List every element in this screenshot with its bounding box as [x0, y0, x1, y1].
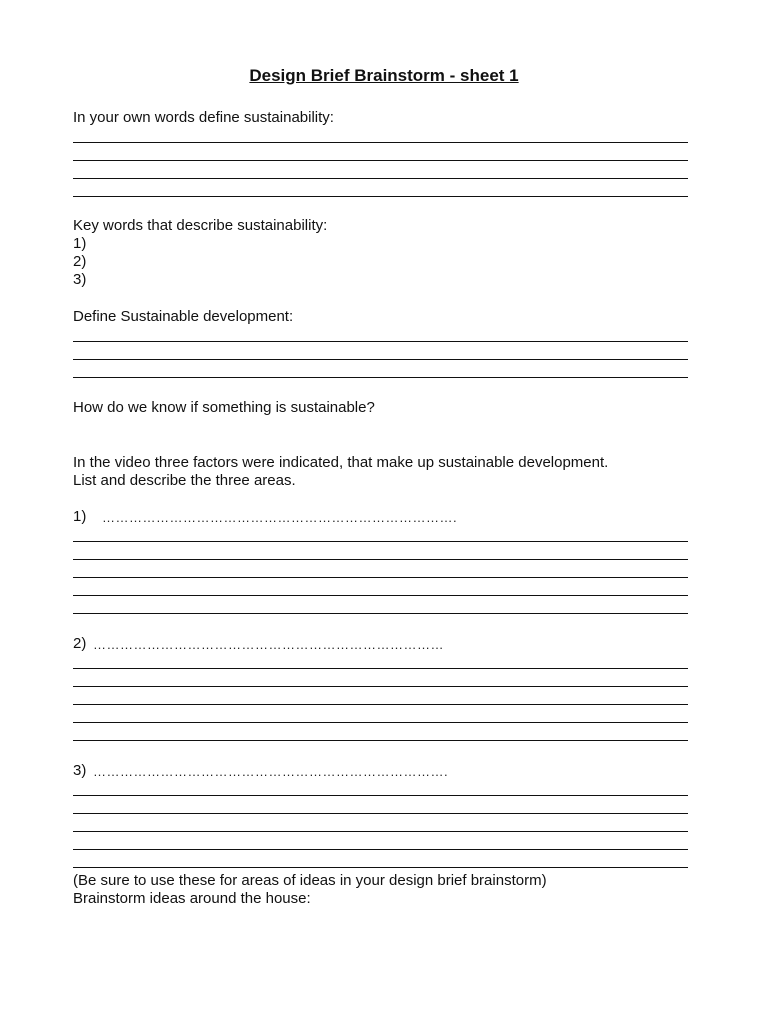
answer-line[interactable]: [73, 577, 688, 578]
factor-2-dotted-line[interactable]: ……………………………………………………………………: [93, 637, 444, 652]
answer-line[interactable]: [73, 831, 688, 832]
factor-3-number: 3): [73, 762, 87, 779]
video-instruction-line-2: List and describe the three areas.: [73, 472, 296, 489]
answer-line[interactable]: [73, 160, 688, 161]
answer-line[interactable]: [73, 559, 688, 560]
answer-line[interactable]: [73, 595, 688, 596]
factor-1-number: 1): [73, 508, 87, 525]
keyword-item-3: 3): [73, 271, 87, 288]
answer-line[interactable]: [73, 613, 688, 614]
answer-line[interactable]: [73, 813, 688, 814]
answer-line[interactable]: [73, 196, 688, 197]
question-define-sustainability: In your own words define sustainability:: [73, 109, 334, 126]
worksheet-title: Design Brief Brainstorm - sheet 1: [249, 66, 519, 85]
answer-line[interactable]: [73, 849, 688, 850]
answer-line[interactable]: [73, 142, 688, 143]
factor-2-number: 2): [73, 635, 87, 652]
question-sustainable-development: Define Sustainable development:: [73, 308, 294, 325]
answer-line[interactable]: [73, 178, 688, 179]
question-how-know: How do we know if something is sustainable?: [73, 399, 375, 416]
answer-line[interactable]: [73, 722, 688, 723]
answer-line[interactable]: [73, 867, 688, 868]
factor-3-dotted-line[interactable]: …………………………………………………………………….: [93, 764, 449, 779]
factor-1-dotted-line[interactable]: …………………………………………………………………….: [102, 510, 458, 525]
brainstorm-heading: Brainstorm ideas around the house:: [73, 890, 311, 907]
answer-line[interactable]: [73, 704, 688, 705]
answer-line[interactable]: [73, 377, 688, 378]
keyword-item-2: 2): [73, 253, 87, 270]
answer-line[interactable]: [73, 341, 688, 342]
answer-line[interactable]: [73, 668, 688, 669]
keyword-item-1: 1): [73, 235, 87, 252]
answer-line[interactable]: [73, 359, 688, 360]
question-key-words: Key words that describe sustainability:: [73, 217, 328, 234]
answer-line[interactable]: [73, 686, 688, 687]
video-instruction-line-1: In the video three factors were indicated, that make up sustainable development.: [73, 454, 609, 471]
answer-line[interactable]: [73, 740, 688, 741]
note-text: (Be sure to use these for areas of ideas in your design brief brainstorm): [73, 872, 547, 889]
answer-line[interactable]: [73, 541, 688, 542]
answer-line[interactable]: [73, 795, 688, 796]
